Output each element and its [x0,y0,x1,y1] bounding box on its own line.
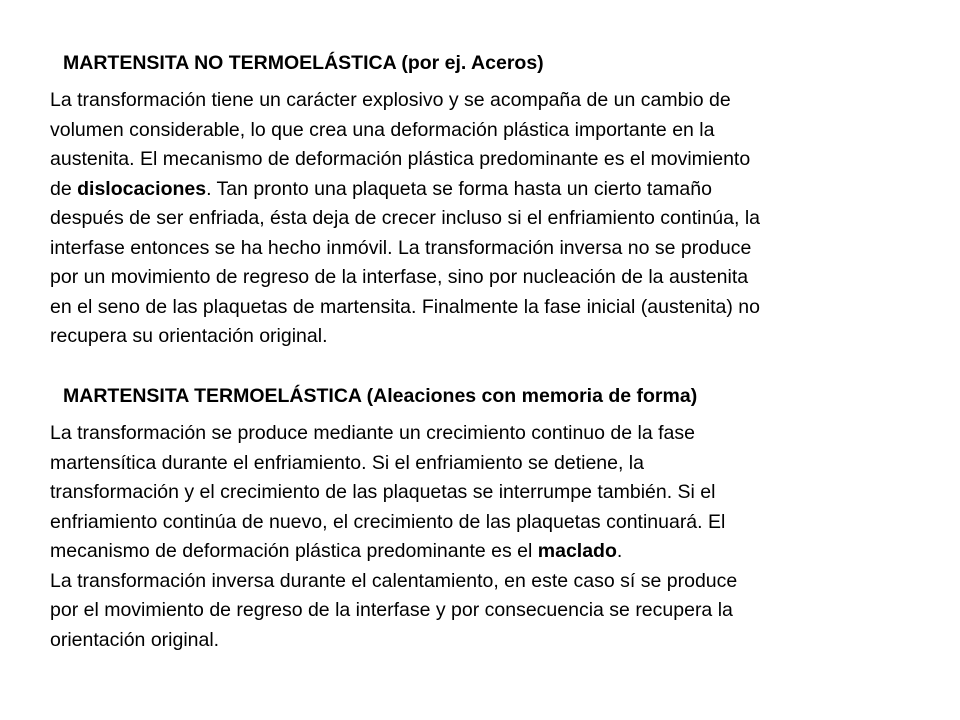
text-line: transformación y el crecimiento de las plaquetas se interrumpe también. Si el [50,481,716,503]
text-run: de [50,177,78,200]
text-line: recupera su orientación original. [50,325,328,347]
text-line [50,537,930,567]
text-line: interfase entonces se ha hecho inmóvil. La transformación inversa no se produce [50,236,752,259]
text-line: La transformación inversa durante el calentamiento, en este caso sí se produce [50,569,738,592]
text-run: mecanismo de deformación plástica predominante es el [50,540,538,562]
text-line: martensítica durante el enfriamiento. Si el enfriamiento se detiene, la [50,451,644,474]
text-line: volumen considerable, lo que crea una deformación plástica importante en la [50,118,715,141]
text-line: en el seno de las plaquetas de martensita. Finalmente la fase inicial (austenita) no [50,295,760,318]
text-line [50,175,930,205]
text-run: . [616,540,623,562]
text-line: después de ser enfriada, ésta deja de crecer incluso si el enfriamiento continúa, la [50,207,760,229]
term-dislocaciones: dislocaciones [77,177,207,200]
text-line: La transformación se produce mediante un crecimiento continuo de la fase [50,422,695,444]
text-line: orientación original. [50,628,220,651]
term-maclado: maclado [537,540,617,562]
text-line: por el movimiento de regreso de la interfase y por consecuencia se recupera la [50,599,733,621]
paragraph-non-thermoelastic [50,86,930,352]
text-line: por un movimiento de regreso de la interfase, sino por nucleación de la austenita [50,266,749,288]
text-line: La transformación tiene un carácter explosivo y se acompaña de un cambio de [50,89,731,111]
section-heading-non-thermoelastic: MARTENSITA NO TERMOELÁSTICA (por ej. Aceros) [63,52,544,74]
text-line: enfriamiento continúa de nuevo, el crecimiento de las plaquetas continuará. El [50,510,726,533]
paragraph-thermoelastic [50,419,930,655]
text-run: . Tan pronto una plaqueta se forma hasta un cierto tamaño [206,177,712,200]
text-line: austenita. El mecanismo de deformación plástica predominante es el movimiento [50,148,751,170]
section-heading-thermoelastic: MARTENSITA TERMOELÁSTICA (Aleaciones con memoria de forma) [63,385,698,407]
